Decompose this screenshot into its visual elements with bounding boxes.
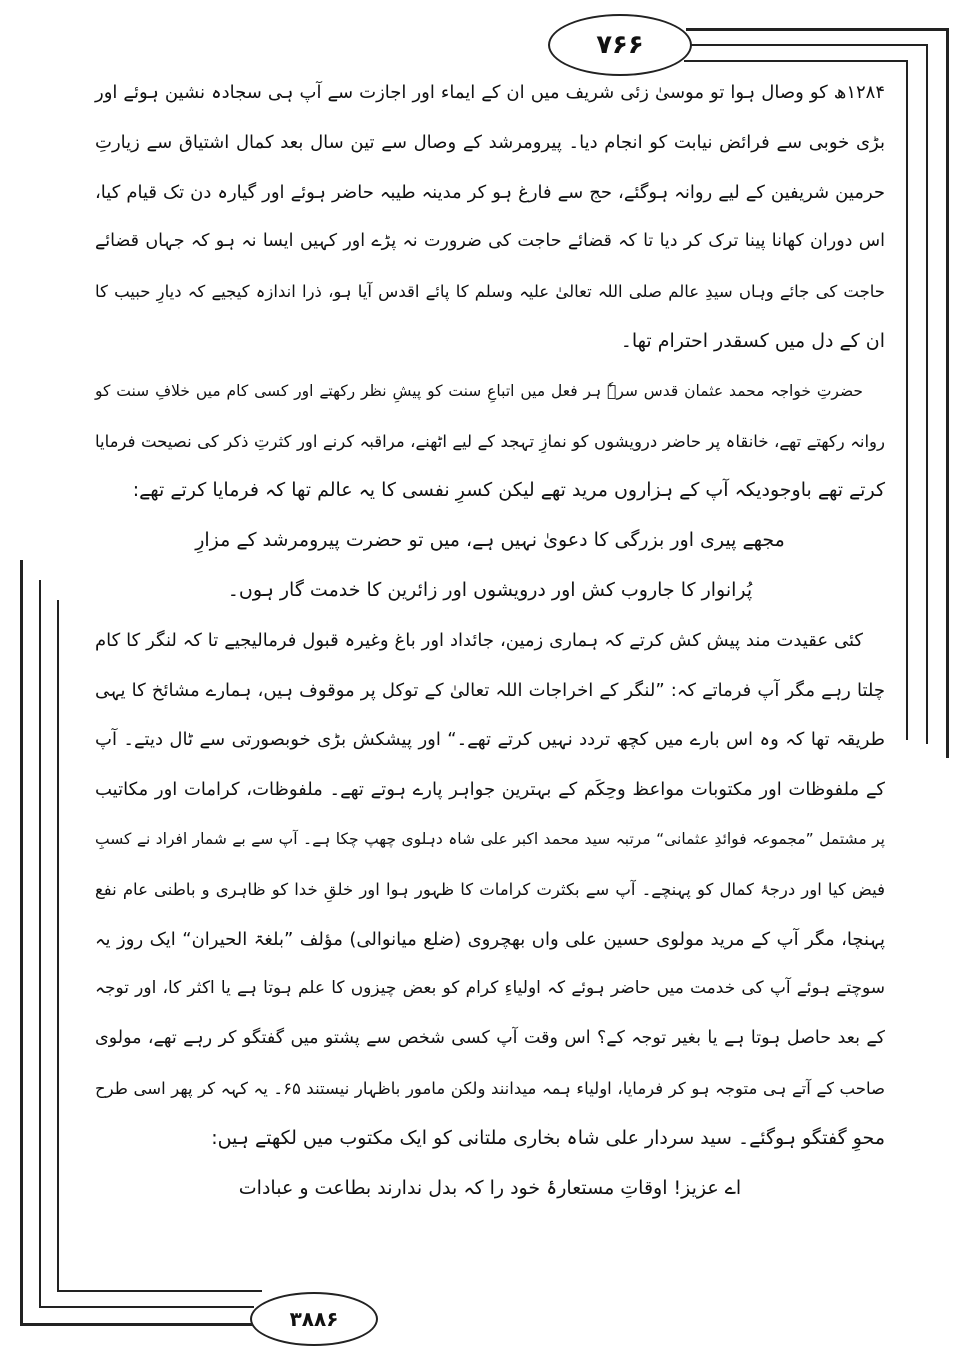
page-number-bottom: ۳۸۸۶	[250, 1292, 378, 1346]
text-line: کرتے تھے باوجودیکہ آپ کے ہزاروں مرید تھے لیکن کسرِ نفسی کا یہ عالم تھا کہ فرمایا کرتے تھے:	[132, 479, 885, 502]
text-line: اس دوران کھانا پینا ترک کر دیا تا کہ قضائے حاجت کی ضرورت نہ پڑے اور کہیں ایسا نہ ہو کہ جہاں قضائے	[95, 231, 885, 252]
text-line: کئی عقیدت مند پیش کش کرتے کہ ہماری زمین، جائداد اور باغ وغیرہ قبول فرمالیجیے تا کہ لنگر کا کام	[95, 629, 863, 651]
frame-line	[906, 60, 908, 740]
frame-line	[686, 28, 948, 31]
frame-line	[684, 60, 908, 62]
frame-line	[20, 560, 23, 1325]
text-line: فیض کیا اور درجۂ کمال کو پہنچے۔ آپ سے بکثرت کرامات کا ظہور ہوا اور خلقِ خدا کو ظاہری و باطنی عام نفع	[95, 879, 885, 899]
frame-line	[688, 44, 928, 46]
text-line: بڑی خوبی سے فرائض نیابت کو انجام دیا۔ پیرومرشد کے وصال سے تین سال بعد کمال اشتیاق سے زیارتِ	[95, 131, 885, 153]
text-line: حاجت کی جائے وہاں سیدِ عالم صلی اللہ تعالیٰ علیہ وسلم کا پائے اقدس آیا ہو، ذرا اندازہ کیجیے کہ دیارِ حبیب کا	[95, 282, 885, 302]
frame-line	[57, 600, 59, 1292]
text-line: طریقہ تھا کہ وہ اس بارے میں کچھ تردد نہیں کرتے تھے۔“ اور پیشکش بڑی خوبصورتی سے ٹال دیتے۔ آپ	[95, 729, 885, 751]
page-number-top: ۷۶۶	[548, 14, 692, 76]
text-line: پر مشتمل ”مجموعہ فوائدِ عثمانی“ مرتبہ سید محمد اکبر علی شاہ دہلوی چھپ چکا ہے۔ آپ سے بے شمار افراد نے کسبِ	[95, 829, 885, 848]
text-line: محوِ گفتگو ہوگئے۔ سید سردار علی شاہ بخاری ملتانی کو ایک مکتوب میں لکھتے ہیں:	[211, 1126, 885, 1149]
text-line: پہنچا، مگر آپ کے مرید مولوی حسین علی واں بھچروی (ضلع میانوالی) مؤلف ”بلغۃ الحیران“ ایک روز یہ	[95, 928, 885, 950]
text-line: حرمین شریفین کے لیے روانہ ہوگئے، حج سے فارغ ہو کر مدینہ طیبہ حاضر ہوئے اور گیارہ دن تک قیام کیا،	[95, 181, 885, 203]
text-line: حضرتِ خواجہ محمد عثمان قدس سرہٗ ہر فعل میں اتباعِ سنت کو پیشِ نظر رکھتے اور کسی کام میں خلافِ سنت کو	[95, 381, 863, 400]
text-line: کے بعد حاصل ہوتا ہے یا بغیر توجہ کے؟ اس وقت آپ کسی شخص سے پشتو میں گفتگو کر رہے تھے، مولوی	[95, 1028, 885, 1049]
text-line: کے ملفوظات اور مکتوبات مواعظ وحِکَم کے بہترین جواہر پارے ہوتے تھے۔ ملفوظات، کرامات اور مکاتیب	[95, 779, 885, 801]
frame-line	[946, 28, 949, 758]
page-body-text	[95, 68, 885, 1213]
frame-line	[57, 1290, 262, 1292]
frame-line	[39, 1306, 254, 1308]
frame-line	[20, 1323, 260, 1326]
text-line: صاحب کے آتے ہی متوجہ ہو کر فرمایا، اولیاء ہمہ میدانند ولکن مامور باظہار نیستند ۶۵۔ یہ کہہ کر پھر اسی طرح	[95, 1078, 886, 1098]
text-line: ان کے دل میں کسقدر احترام تھا۔	[620, 329, 885, 352]
text-line: پُرانوار کا جاروب کش اور درویشوں اور زائرین کا خدمت گار ہوں۔	[227, 578, 753, 601]
frame-line	[39, 580, 41, 1308]
text-line: سوچتے ہوئے آپ کی خدمت میں حاضر ہوئے کہ اولیاءِ کرام کو بعض چیزوں کا علم ہوتا ہے یا اکثر کا، اور توجہ	[95, 978, 885, 999]
text-line: ۱۲۸۴ھ کو وصال ہوا تو موسیٰ زئی شریف میں ان کے ایماء اور اجازت سے آپ ہی سجادہ نشین ہوئے اور	[95, 82, 885, 103]
frame-line	[926, 44, 928, 744]
text-line: مجھے پیری اور بزرگی کا دعویٰ نہیں ہے، میں تو حضرت پیرومرشد کے مزارِ	[195, 529, 785, 552]
text-line: اے عزیز! اوقاتِ مستعارۂ خود را کہ بدل ندارند بطاعت و عبادات	[238, 1176, 742, 1199]
text-line: روانہ رکھتے تھے، خانقاہ پر حاضر درویشوں کو نمازِ تہجد کے لیے اٹھنے، مراقبہ کرنے اور کثرتِ ذکر کی نصیحت فرمایا	[95, 431, 885, 451]
text-line: چلتا رہے مگر آپ فرماتے کہ: ”لنگر کے اخراجات اللہ تعالیٰ کے توکل پر موقوف ہیں، ہمارے مشائخ کا یہی	[95, 679, 885, 701]
